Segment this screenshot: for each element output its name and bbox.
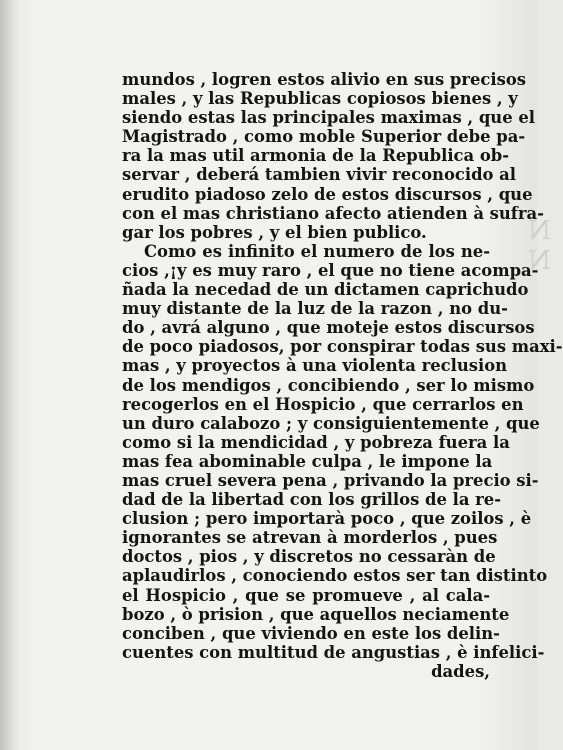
text-line: cuentes con multitud de angustias , è infelici- (122, 642, 545, 662)
text-line: servar , deberá tambien vivir reconocido al (122, 165, 517, 185)
text-line: ñada la necedad de un dictamen caprichudo (122, 280, 529, 300)
text-line: de poco piadosos, por conspirar todas sus maxi- (122, 337, 563, 357)
text-line: mas fea abominable culpa , le impone la (122, 451, 493, 471)
text-line: do , avrá alguno , que moteje estos discursos (122, 318, 535, 338)
text-line: como si la mendicidad , y pobreza fuera la (122, 432, 510, 452)
text-line: ra la mas util armonia de la Republica ob- (122, 146, 510, 166)
text-line: bozo , ò prision , que aquellos neciamente (122, 604, 510, 624)
paragraph-first-line: Como es infinito el numero de los ne- (144, 241, 490, 261)
text-line: un duro calabozo ; y consiguientemente , que (122, 413, 540, 433)
page-body-text (122, 70, 563, 681)
text-line: males , y las Republicas copiosos bienes , y (122, 89, 518, 109)
paragraph-end-line: gar los pobres , y el bien publico. (122, 222, 427, 242)
text-line: ignorantes se atrevan à morderlos , pues (122, 528, 498, 548)
text-line: mundos , logren estos alivio en sus precisos (122, 70, 527, 89)
text-line: erudito piadoso zelo de estos discursos , que (122, 184, 533, 204)
text-line: recogerlos en el Hospicio , que cerrarlos en (122, 394, 524, 414)
catchword: dades, (431, 661, 490, 681)
text-line: doctos , pios , y discretos no cessaràn de (122, 547, 496, 567)
text-line: dad de la libertad con los grillos de la re- (122, 490, 502, 510)
text-line: conciben , que viviendo en este los delin- (122, 623, 500, 643)
show-through-text: N (526, 216, 551, 246)
show-through-text: N (526, 246, 551, 276)
gutter-shadow (0, 0, 22, 750)
text-line: mas cruel severa pena , privando la precio si- (122, 470, 539, 490)
text-line: aplaudirlos , conociendo estos ser tan distinto (122, 566, 548, 586)
text-line: con el mas christiano afecto atienden à sufra- (122, 203, 544, 223)
text-line: cios ,¡y es muy raro , el que no tiene acompa- (122, 260, 539, 280)
text-line: el Hospicio , que se promueve , al cala- (122, 585, 490, 605)
text-line: muy distante de la luz de la razon , no du- (122, 299, 508, 319)
text-line: siendo estas las principales maximas , que el (122, 108, 536, 128)
text-line: de los mendigos , concibiendo , ser lo mismo (122, 375, 535, 395)
text-line: mas , y proyectos à una violenta reclusion (122, 356, 508, 376)
text-line: Magistrado , como moble Superior debe pa- (122, 127, 526, 147)
text-line: clusion ; pero importarà poco , que zoilos , è (122, 509, 532, 529)
